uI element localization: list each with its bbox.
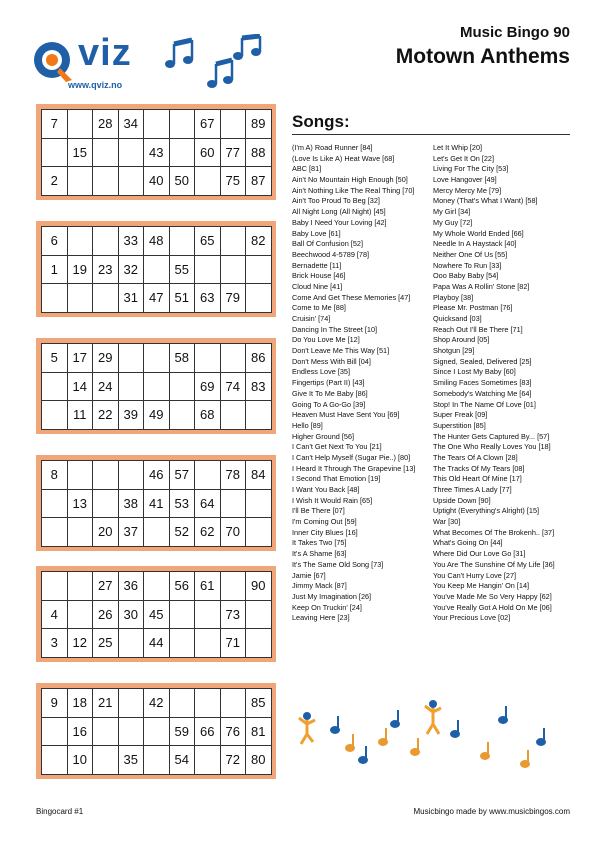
song-item: Ain't Too Proud To Beg [32] bbox=[292, 196, 380, 206]
bingo-cell: 8 bbox=[42, 461, 68, 490]
bingo-cell bbox=[220, 110, 246, 139]
song-item: Living For The City [53] bbox=[433, 164, 509, 174]
bingo-cell: 59 bbox=[169, 717, 195, 746]
song-item: Mercy Mercy Me [79] bbox=[433, 185, 502, 195]
song-item: The Tracks Of My Tears [08] bbox=[433, 463, 525, 473]
song-item: I'll Be There [07] bbox=[292, 506, 345, 516]
qviz-logo-icon bbox=[30, 38, 76, 84]
bingo-cell: 1 bbox=[42, 255, 68, 284]
song-item: I Heard It Through The Grapevine [13] bbox=[292, 463, 416, 473]
bingo-cell: 65 bbox=[195, 227, 221, 256]
song-item: I Second That Emotion [19] bbox=[292, 474, 381, 484]
song-item: Give It To Me Baby [86] bbox=[292, 388, 368, 398]
bingo-row bbox=[42, 344, 272, 373]
bingo-cell bbox=[67, 518, 93, 547]
bingo-cell: 20 bbox=[93, 518, 119, 547]
bingo-cell: 84 bbox=[246, 461, 272, 490]
bingo-cell: 63 bbox=[195, 284, 221, 313]
song-item: Going To A Go-Go [39] bbox=[292, 399, 366, 409]
song-item: Superstition [85] bbox=[433, 420, 486, 430]
song-item: Nowhere To Run [33] bbox=[433, 260, 502, 270]
songs-column-2 bbox=[433, 143, 575, 624]
song-item: What Becomes Of The Brokenh.. [37] bbox=[433, 527, 555, 537]
bingo-cell: 68 bbox=[195, 401, 221, 430]
bingo-cell: 79 bbox=[220, 284, 246, 313]
bingo-card bbox=[36, 338, 276, 434]
song-item: My Whole World Ended [66] bbox=[433, 228, 524, 238]
song-item: Ooo Baby Baby [54] bbox=[433, 271, 499, 281]
song-item: Come And Get These Memories [47] bbox=[292, 292, 411, 302]
bingo-cell bbox=[42, 284, 68, 313]
bingo-cell bbox=[118, 167, 144, 196]
bingo-cell: 4 bbox=[42, 600, 68, 629]
song-item: All Night Long (All Night) [45] bbox=[292, 207, 386, 217]
bingo-cell: 9 bbox=[42, 689, 68, 718]
bingo-cell: 45 bbox=[144, 600, 170, 629]
bingo-row bbox=[42, 284, 272, 313]
bingo-cell bbox=[93, 489, 119, 518]
song-item: Ain't No Mountain High Enough [50] bbox=[292, 175, 408, 185]
bingo-row bbox=[42, 372, 272, 401]
song-item: (Love Is Like A) Heat Wave [68] bbox=[292, 153, 395, 163]
song-item: Come to Me [88] bbox=[292, 303, 346, 313]
bingo-cell: 29 bbox=[93, 344, 119, 373]
bingo-cell: 14 bbox=[67, 372, 93, 401]
song-item: What's Going On [44] bbox=[433, 538, 503, 548]
song-item: Dancing In The Street [10] bbox=[292, 324, 378, 334]
song-item: Somebody's Watching Me [64] bbox=[433, 388, 532, 398]
bingo-cell bbox=[220, 255, 246, 284]
bingo-cell: 34 bbox=[118, 110, 144, 139]
bingo-cell: 66 bbox=[195, 717, 221, 746]
bingo-cell bbox=[93, 461, 119, 490]
bingo-card bbox=[36, 221, 276, 317]
music-notes-icon bbox=[160, 34, 280, 94]
bingo-cell: 74 bbox=[220, 372, 246, 401]
bingo-cell: 76 bbox=[220, 717, 246, 746]
bingo-cell: 50 bbox=[169, 167, 195, 196]
bingo-cell: 31 bbox=[118, 284, 144, 313]
song-item: Uptight (Everything's Alright) [15] bbox=[433, 506, 540, 516]
song-item: Upside Down [90] bbox=[433, 495, 491, 505]
song-item: The One Who Really Loves You [18] bbox=[433, 442, 551, 452]
bingo-cell bbox=[195, 461, 221, 490]
bingo-cell: 27 bbox=[93, 572, 119, 601]
bingo-cell: 19 bbox=[67, 255, 93, 284]
song-item: It's A Shame [63] bbox=[292, 549, 347, 559]
bingo-cell: 3 bbox=[42, 629, 68, 658]
bingo-cell bbox=[144, 110, 170, 139]
bingo-cell: 16 bbox=[67, 717, 93, 746]
bingo-cell bbox=[195, 255, 221, 284]
bingo-cell: 88 bbox=[246, 138, 272, 167]
bingo-grid bbox=[41, 460, 272, 547]
song-item: Your Precious Love [02] bbox=[433, 613, 511, 623]
bingo-cell bbox=[169, 629, 195, 658]
logo-url: www.qviz.no bbox=[68, 80, 123, 90]
bingo-cell bbox=[67, 600, 93, 629]
bingo-row bbox=[42, 746, 272, 775]
bingo-cell: 35 bbox=[118, 746, 144, 775]
song-item: Since I Lost My Baby [60] bbox=[433, 367, 516, 377]
song-item: Shotgun [29] bbox=[433, 346, 475, 356]
bingo-cell: 67 bbox=[195, 110, 221, 139]
bingo-cell: 80 bbox=[246, 746, 272, 775]
bingo-cell: 38 bbox=[118, 489, 144, 518]
bingo-cell bbox=[93, 167, 119, 196]
bingo-cell bbox=[195, 344, 221, 373]
bingo-cell: 13 bbox=[67, 489, 93, 518]
bingo-cell: 81 bbox=[246, 717, 272, 746]
dancer-figure-icon bbox=[299, 712, 315, 744]
bingo-row bbox=[42, 489, 272, 518]
bingo-row bbox=[42, 227, 272, 256]
bingo-cell: 44 bbox=[144, 629, 170, 658]
bingo-row bbox=[42, 255, 272, 284]
bingo-cell bbox=[246, 284, 272, 313]
song-item: Where Did Our Love Go [31] bbox=[433, 549, 526, 559]
song-item: Endless Love [35] bbox=[292, 367, 351, 377]
song-item: Fingertips (Part II) [43] bbox=[292, 378, 365, 388]
bingo-cell: 69 bbox=[195, 372, 221, 401]
bingo-cell bbox=[220, 689, 246, 718]
bingo-cell: 71 bbox=[220, 629, 246, 658]
bingo-cell bbox=[42, 401, 68, 430]
song-item: Playboy [38] bbox=[433, 292, 474, 302]
song-item: Cloud Nine [41] bbox=[292, 281, 343, 291]
footer-card-number: Bingocard #1 bbox=[36, 807, 84, 816]
bingo-cell: 87 bbox=[246, 167, 272, 196]
bingo-cell: 89 bbox=[246, 110, 272, 139]
bingo-cell: 7 bbox=[42, 110, 68, 139]
bingo-grid bbox=[41, 343, 272, 430]
bingo-cell bbox=[195, 746, 221, 775]
bingo-cell bbox=[42, 717, 68, 746]
bingo-row bbox=[42, 401, 272, 430]
song-item: You Keep Me Hangin' On [14] bbox=[433, 581, 530, 591]
footer-credit: Musicbingo made by www.musicbingos.com bbox=[413, 807, 570, 816]
bingo-cell bbox=[67, 461, 93, 490]
bingo-cell: 54 bbox=[169, 746, 195, 775]
bingo-cell: 30 bbox=[118, 600, 144, 629]
songs-column-1 bbox=[292, 143, 434, 624]
bingo-cell bbox=[195, 689, 221, 718]
bingo-cell bbox=[67, 110, 93, 139]
song-item: You Are The Sunshine Of My Life [36] bbox=[433, 559, 555, 569]
bingo-cell: 23 bbox=[93, 255, 119, 284]
bingo-row bbox=[42, 167, 272, 196]
bingo-cell: 64 bbox=[195, 489, 221, 518]
bingo-grid bbox=[41, 109, 272, 196]
bingo-row bbox=[42, 600, 272, 629]
bingo-row bbox=[42, 518, 272, 547]
bingo-cell bbox=[93, 746, 119, 775]
bingo-cell bbox=[195, 167, 221, 196]
bingo-cell: 18 bbox=[67, 689, 93, 718]
bingo-row bbox=[42, 110, 272, 139]
bingo-cell bbox=[169, 372, 195, 401]
bingo-cell bbox=[144, 518, 170, 547]
songs-heading: Songs: bbox=[292, 112, 350, 131]
song-item: Let It Whip [20] bbox=[433, 143, 483, 152]
bingo-cell: 51 bbox=[169, 284, 195, 313]
bingo-cell bbox=[144, 717, 170, 746]
bingo-card bbox=[36, 104, 276, 200]
bingo-cell bbox=[220, 227, 246, 256]
bingo-cell bbox=[144, 746, 170, 775]
logo-brand-text: viz bbox=[78, 32, 132, 74]
bingo-cell: 33 bbox=[118, 227, 144, 256]
song-item: Neither One Of Us [55] bbox=[433, 249, 508, 259]
bingo-cell bbox=[246, 600, 272, 629]
bingo-cell bbox=[246, 518, 272, 547]
song-item: My Guy [72] bbox=[433, 217, 473, 227]
bingo-grid bbox=[41, 688, 272, 775]
bingo-cell: 78 bbox=[220, 461, 246, 490]
bingo-row bbox=[42, 717, 272, 746]
bingo-cell bbox=[42, 372, 68, 401]
song-item: Shop Around [05] bbox=[433, 335, 490, 345]
song-item: Higher Ground [56] bbox=[292, 431, 355, 441]
bingo-cell: 42 bbox=[144, 689, 170, 718]
bingo-cell bbox=[144, 344, 170, 373]
bingo-cell bbox=[67, 227, 93, 256]
bingo-cell: 53 bbox=[169, 489, 195, 518]
song-item: Keep On Truckin' [24] bbox=[292, 602, 362, 612]
songs-divider bbox=[292, 134, 570, 135]
bingo-cell bbox=[67, 572, 93, 601]
bingo-cell: 11 bbox=[67, 401, 93, 430]
bingo-cell bbox=[93, 284, 119, 313]
song-item: Quicksand [03] bbox=[433, 314, 482, 323]
bingo-cell: 56 bbox=[169, 572, 195, 601]
bingo-cell: 15 bbox=[67, 138, 93, 167]
bingo-cell: 52 bbox=[169, 518, 195, 547]
bingo-cell bbox=[169, 110, 195, 139]
song-item: Love Hangover [49] bbox=[433, 175, 497, 185]
song-item: Inner City Blues [16] bbox=[292, 527, 358, 537]
song-item: Baby Love [61] bbox=[292, 228, 341, 238]
song-item: Hello [89] bbox=[292, 420, 323, 430]
song-item: Brick House [46] bbox=[292, 271, 346, 281]
song-item: It's The Same Old Song [73] bbox=[292, 559, 384, 569]
song-item: Smiling Faces Sometimes [83] bbox=[433, 378, 532, 388]
bingo-cell: 61 bbox=[195, 572, 221, 601]
bingo-row bbox=[42, 629, 272, 658]
bingo-card bbox=[36, 566, 276, 662]
song-item: Leaving Here [23] bbox=[292, 613, 350, 623]
bingo-row bbox=[42, 138, 272, 167]
bingo-cell bbox=[42, 138, 68, 167]
bingo-cell bbox=[144, 255, 170, 284]
page-title: Motown Anthems bbox=[395, 45, 570, 68]
bingo-cell: 58 bbox=[169, 344, 195, 373]
bingo-cell bbox=[144, 372, 170, 401]
song-item: I Can't Help Myself (Sugar Pie..) [80] bbox=[292, 452, 411, 462]
bingo-cell: 57 bbox=[169, 461, 195, 490]
bingo-cell bbox=[246, 255, 272, 284]
song-item: I'm Coming Out [59] bbox=[292, 517, 357, 527]
bingo-cell bbox=[42, 518, 68, 547]
bingo-cell bbox=[118, 344, 144, 373]
song-item: I Can't Get Next To You [21] bbox=[292, 442, 382, 452]
bingo-cell: 60 bbox=[195, 138, 221, 167]
song-item: Heaven Must Have Sent You [69] bbox=[292, 410, 400, 420]
bingo-cell bbox=[169, 227, 195, 256]
dancing-notes-icon bbox=[295, 690, 560, 790]
song-item: (I'm A) Road Runner [84] bbox=[292, 143, 373, 152]
song-item: War [30] bbox=[433, 517, 461, 527]
song-item: It Takes Two [75] bbox=[292, 538, 347, 548]
bingo-cell: 40 bbox=[144, 167, 170, 196]
song-item: Bernadette [11] bbox=[292, 260, 342, 270]
bingo-card bbox=[36, 683, 276, 779]
bingo-cell bbox=[195, 600, 221, 629]
bingo-cell: 41 bbox=[144, 489, 170, 518]
bingo-cell: 6 bbox=[42, 227, 68, 256]
bingo-cell bbox=[42, 572, 68, 601]
bingo-cell: 12 bbox=[67, 629, 93, 658]
bingo-cell bbox=[118, 717, 144, 746]
bingo-row bbox=[42, 461, 272, 490]
song-item: ABC [81] bbox=[292, 164, 322, 174]
song-item: Three Times A Lady [77] bbox=[433, 485, 512, 494]
bingo-cell: 72 bbox=[220, 746, 246, 775]
bingo-cell: 82 bbox=[246, 227, 272, 256]
bingo-cell bbox=[67, 284, 93, 313]
song-item: Ain't Nothing Like The Real Thing [70] bbox=[292, 185, 415, 195]
bingo-cell bbox=[169, 600, 195, 629]
song-item: Cruisin' [74] bbox=[292, 314, 331, 323]
song-item: You've Really Got A Hold On Me [06] bbox=[433, 602, 552, 612]
song-item: The Tears Of A Clown [28] bbox=[433, 452, 518, 462]
bingo-cell: 90 bbox=[246, 572, 272, 601]
song-item: You Can't Hurry Love [27] bbox=[433, 570, 517, 580]
bingo-cell: 37 bbox=[118, 518, 144, 547]
bingo-cell bbox=[220, 344, 246, 373]
bingo-cell: 85 bbox=[246, 689, 272, 718]
bingo-cell bbox=[220, 572, 246, 601]
bingo-cell: 24 bbox=[93, 372, 119, 401]
bingo-cell bbox=[118, 138, 144, 167]
bingo-card bbox=[36, 455, 276, 551]
bingo-cell: 73 bbox=[220, 600, 246, 629]
bingo-cell: 55 bbox=[169, 255, 195, 284]
song-item: Money (That's What I Want) [58] bbox=[433, 196, 538, 206]
song-item: Don't Leave Me This Way [51] bbox=[292, 346, 390, 356]
bingo-cell: 62 bbox=[195, 518, 221, 547]
bingo-cell bbox=[169, 138, 195, 167]
bingo-cell bbox=[42, 489, 68, 518]
bingo-cell bbox=[118, 689, 144, 718]
song-item: I Want You Back [48] bbox=[292, 485, 360, 494]
bingo-cell: 86 bbox=[246, 344, 272, 373]
bingo-grid bbox=[41, 571, 272, 658]
bingo-cell bbox=[220, 401, 246, 430]
bingo-cell: 2 bbox=[42, 167, 68, 196]
song-item: Just My Imagination [26] bbox=[292, 591, 372, 601]
bingo-cell bbox=[118, 629, 144, 658]
bingo-cell bbox=[93, 138, 119, 167]
song-item: The Hunter Gets Captured By... [57] bbox=[433, 431, 550, 441]
qviz-logo bbox=[30, 30, 170, 92]
song-item: This Old Heart Of Mine [17] bbox=[433, 474, 522, 484]
bingo-cell bbox=[118, 461, 144, 490]
song-item: Signed, Sealed, Delivered [25] bbox=[433, 356, 532, 366]
bingo-cell: 77 bbox=[220, 138, 246, 167]
bingo-row bbox=[42, 689, 272, 718]
bingo-cell: 25 bbox=[93, 629, 119, 658]
bingo-cell: 83 bbox=[246, 372, 272, 401]
song-item: You've Made Me So Very Happy [62] bbox=[433, 591, 552, 601]
bingo-cell bbox=[42, 746, 68, 775]
song-item: Super Freak [09] bbox=[433, 410, 488, 420]
bingo-cell bbox=[93, 227, 119, 256]
song-item: Jimmy Mack [87] bbox=[292, 581, 347, 591]
song-item: My Girl [34] bbox=[433, 207, 471, 217]
bingo-cell: 49 bbox=[144, 401, 170, 430]
bingo-cell: 10 bbox=[67, 746, 93, 775]
page-header bbox=[396, 24, 570, 69]
bingo-cell: 70 bbox=[220, 518, 246, 547]
bingo-cell: 26 bbox=[93, 600, 119, 629]
bingo-cell: 75 bbox=[220, 167, 246, 196]
song-item: Please Mr. Postman [76] bbox=[433, 303, 513, 313]
song-item: Needle In A Haystack [40] bbox=[433, 239, 517, 249]
song-item: Stop! In The Name Of Love [01] bbox=[433, 399, 536, 409]
bingo-cell bbox=[144, 572, 170, 601]
bingo-cell bbox=[246, 629, 272, 658]
bingo-cell: 32 bbox=[118, 255, 144, 284]
song-item: Reach Out I'll Be There [71] bbox=[433, 324, 523, 334]
song-item: Baby I Need Your Loving [42] bbox=[292, 217, 387, 227]
bingo-cell: 47 bbox=[144, 284, 170, 313]
bingo-cell: 5 bbox=[42, 344, 68, 373]
song-item: Ball Of Confusion [52] bbox=[292, 239, 363, 249]
song-item: Papa Was A Rollin' Stone [82] bbox=[433, 281, 530, 291]
bingo-cell: 17 bbox=[67, 344, 93, 373]
bingo-cell bbox=[246, 489, 272, 518]
bingo-cell bbox=[246, 401, 272, 430]
bingo-cell: 28 bbox=[93, 110, 119, 139]
bingo-grid bbox=[41, 226, 272, 313]
song-item: Do You Love Me [12] bbox=[292, 335, 360, 345]
bingo-cell bbox=[169, 401, 195, 430]
song-item: Don't Mess With Bill [04] bbox=[292, 356, 371, 366]
song-item: Beechwood 4-5789 [78] bbox=[292, 249, 370, 259]
bingo-cell: 36 bbox=[118, 572, 144, 601]
song-item: Let's Get It On [22] bbox=[433, 153, 495, 163]
bingo-cell bbox=[220, 489, 246, 518]
bingo-cell bbox=[195, 629, 221, 658]
bingo-row bbox=[42, 572, 272, 601]
bingo-cell: 48 bbox=[144, 227, 170, 256]
bingo-cell bbox=[93, 717, 119, 746]
song-item: Jamie [67] bbox=[292, 570, 326, 580]
bingo-cell: 21 bbox=[93, 689, 119, 718]
bingo-cell: 22 bbox=[93, 401, 119, 430]
bingo-cell: 46 bbox=[144, 461, 170, 490]
bingo-cell: 43 bbox=[144, 138, 170, 167]
bingo-cell bbox=[118, 372, 144, 401]
bingo-cell bbox=[169, 689, 195, 718]
bingo-cell bbox=[67, 167, 93, 196]
song-item: I Wish It Would Rain [65] bbox=[292, 495, 373, 505]
page-subtitle: Music Bingo 90 bbox=[459, 24, 570, 41]
bingo-cell: 39 bbox=[118, 401, 144, 430]
